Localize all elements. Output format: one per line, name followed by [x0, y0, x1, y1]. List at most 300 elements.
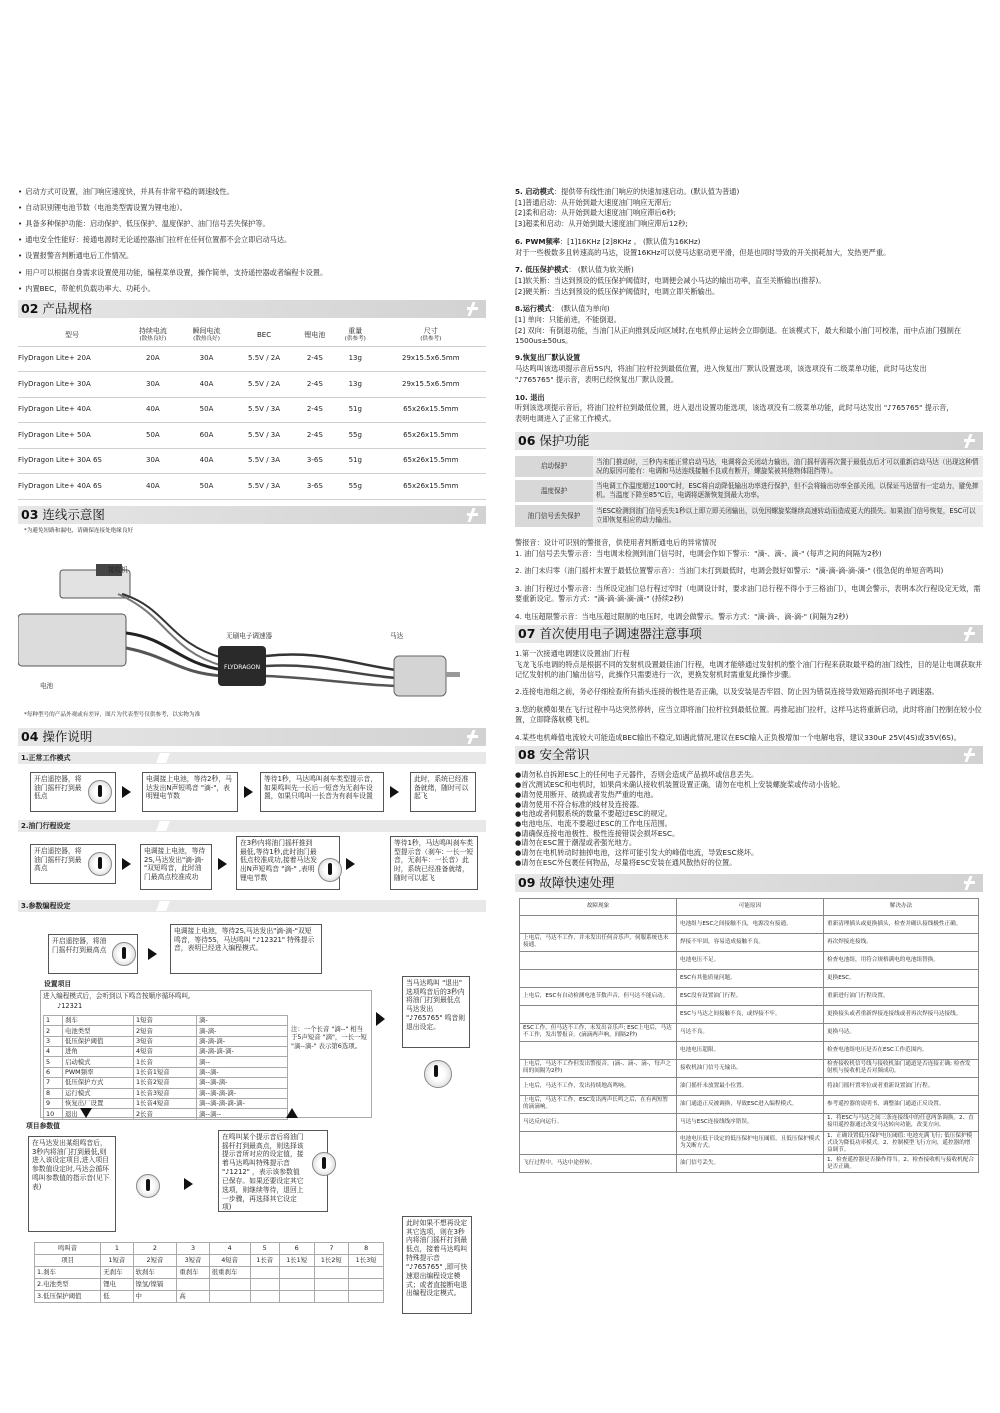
fault-row — [520, 1023, 979, 1041]
setting-10 — [515, 393, 983, 424]
spec-header-main: 持续电流 — [138, 327, 167, 336]
throttle-stick-icon — [312, 1152, 336, 1176]
op1-step3 — [260, 772, 384, 812]
param-cell: 很重刹车 — [209, 1266, 250, 1278]
spec-cell: 2-4S — [295, 397, 335, 423]
spec-cell: 55g — [335, 474, 376, 500]
op1-step3-text: 等待1秒，马达鸣叫刹车类型提示音，如果鸣叫先一长后一短音为无刹车设置，如果只鸣叫一长音为有刹车设置 — [264, 774, 378, 801]
setting-8-title: 8.运行模式 — [515, 304, 552, 314]
fault-row — [520, 1155, 979, 1173]
items-cell: 滴--滴-滴- — [197, 1078, 288, 1088]
fault-row — [520, 915, 979, 933]
fault-table — [519, 898, 979, 1174]
param-step1-text: 在马达发出某组鸣音后，3秒内将油门打到最低,则进入该设定项目,进入项目参数值设定时,马达会循环鸣叫参数值的指示音(见下表) — [32, 1138, 110, 1191]
fault-header-cell: 解决办法 — [824, 898, 979, 915]
items-cell: 7 — [44, 1078, 63, 1088]
throttle-stick-icon — [88, 780, 112, 804]
param-head-row — [35, 1254, 384, 1266]
section-number: 04 — [21, 728, 39, 744]
section-title: 操作说明 — [42, 728, 93, 744]
safety-item: ●请勿使用不符合标准的线材及连接器。 — [515, 799, 644, 809]
spec-header-cell — [295, 324, 335, 347]
items-cell: 4短音 — [134, 1046, 197, 1056]
section-number: 07 — [518, 626, 536, 642]
op1-flow — [18, 768, 486, 818]
intro-bullet: • 启动方式可设置，油门响应速度快，并具有非常平稳的调速线性。 — [18, 187, 486, 197]
protection-desc: 当油门推动时，三秒内未能正常启动马达，电调将会关闭动力输出，油门摇杆需再次置于最低点后才可以重新启动马达（出现这种情况的原因可能有：电调和马达连线接触不良或有断开，螺旋桨被其他物体阻挡等）。 — [593, 456, 983, 479]
spec-cell: FlyDragon Lite+ 30A 6S — [18, 448, 126, 474]
param-row — [35, 1290, 384, 1302]
intro-bullet: • 用户可以根据自身需求设置使用功能，编程菜单设置，操作简单，支持遥控器或者编程卡设置。 — [18, 268, 486, 278]
op1-step2 — [142, 772, 238, 812]
items-title: 设置项目 — [44, 979, 72, 988]
op1-step4-text: 此时，系统已经准备就绪，随时可以起飞 — [414, 774, 469, 801]
op2-flow — [18, 836, 486, 898]
setting-5-desc: ：提供带有线性油门响应的快速加速启动。(默认值为普通) — [553, 187, 740, 196]
fault-cause: 马达不良。 — [677, 1023, 824, 1041]
arrow-right-icon — [346, 858, 355, 870]
items-cell: 滴-- — [197, 1057, 288, 1067]
spec-cell: 29x15.5x6.5mm — [376, 346, 486, 372]
safety-item: ●请勿在电机转动时抽掉电池，这样可能引发大的峰值电流，导致ESC烧坏。 — [515, 848, 759, 858]
items-cell: 8 — [44, 1088, 63, 1098]
items-cell: 启动模式 — [63, 1057, 134, 1067]
setting-5 — [515, 187, 983, 229]
receiver-label: 接收机 — [108, 565, 128, 574]
items-cell: 低压保护方式 — [63, 1078, 134, 1088]
safety-item: ●请勿在ESC置于潮湿或者强光地方。 — [515, 838, 637, 848]
fault-row — [520, 951, 979, 969]
intro-bullet: • 通电安全性能好：接通电源时无论遥控器油门拉杆在任何位置都不会立即启动马达。 — [18, 235, 486, 245]
param-cell — [314, 1266, 349, 1278]
op1-step1-text: 开启遥控器，将油门摇杆打到最低点 — [34, 774, 82, 801]
spec-cell: FlyDragon Lite+ 30A — [18, 372, 126, 398]
items-cell: 恢复出厂设置 — [63, 1098, 134, 1108]
lightning-logo-icon — [961, 627, 975, 641]
param-row — [35, 1278, 384, 1290]
arrow-right-icon — [390, 786, 399, 798]
spec-cell: 13g — [335, 346, 376, 372]
protection-name: 温度保护 — [515, 479, 593, 504]
items-cell: 滴-滴-滴-滴- — [197, 1046, 288, 1056]
setting-8 — [515, 304, 983, 345]
spec-cell: 65x26x15.5mm — [376, 397, 486, 423]
fault-fix: 1、检查遥控器是否操作得当。2、检查接收机与接收机配合是否正确。 — [824, 1155, 979, 1173]
safety-list — [515, 770, 983, 867]
first-use-notes — [515, 649, 983, 742]
setting-5-title: 5. 启动模式 — [515, 187, 554, 196]
spec-cell: 30A — [180, 346, 234, 372]
items-cell: 滴-滴-滴- — [197, 1036, 288, 1046]
arrow-up-icon — [286, 1108, 298, 1118]
spec-cell: 51g — [335, 397, 376, 423]
items-box — [40, 990, 372, 1118]
fault-row — [520, 1095, 979, 1113]
op2-title: 2.油门行程设定 — [18, 820, 486, 832]
spec-cell: 30A — [126, 448, 180, 474]
fault-fix: 检查接收机信号线与接收机油门通道是否连接正确; 检查发射机与接收机是否对频成功。 — [824, 1059, 979, 1077]
fault-header-cell: 故障现象 — [520, 898, 677, 915]
items-cell: 滴- — [197, 1015, 288, 1025]
spec-row — [18, 372, 486, 398]
fault-cause: 油门通道正反被调换，导致ESC进入编程模式。 — [677, 1095, 824, 1113]
items-cell: 2 — [44, 1026, 63, 1036]
spec-header-cell — [335, 324, 376, 347]
items-row — [44, 1067, 288, 1077]
param-head-cell: 3 — [177, 1242, 209, 1254]
spec-cell: 5.5V / 2A — [233, 346, 294, 372]
param-head-cell: 1长音 — [250, 1254, 279, 1266]
param-cell: 低 — [101, 1290, 133, 1302]
param-cell: 镍氢/镍镉 — [133, 1278, 177, 1290]
param-cell: 无刹车 — [101, 1266, 133, 1278]
quick-exit-text: 此时如果不想再设定其它选项，则在3秒内将油门摇杆打到最低点，接着马达鸣叫特殊提示音 "♪765765" ,即可快速退出编程设定模式；或者直接断电退出编程设定模式。 — [406, 1218, 468, 1298]
items-cell: 运行模式 — [63, 1088, 134, 1098]
spec-cell: FlyDragon Lite+ 40A 6S — [18, 474, 126, 500]
items-row — [44, 1026, 288, 1036]
spec-cell: 5.5V / 3A — [233, 423, 294, 449]
op1-title: 1.正常工作模式 — [18, 752, 486, 764]
spec-cell: 50A — [180, 397, 234, 423]
items-cell: 3短音 — [134, 1036, 197, 1046]
param-head-cell: 7 — [314, 1242, 349, 1254]
op2-step2 — [140, 844, 212, 890]
fault-row — [520, 1077, 979, 1095]
fault-symptom — [520, 1005, 677, 1023]
spec-header-sub: (供参考) — [344, 335, 366, 342]
spec-header-main: 瞬间电流 — [192, 327, 221, 336]
param-cell — [209, 1278, 250, 1290]
fault-fix: 更换ESC。 — [824, 969, 979, 987]
param-head-cell: 4短音 — [209, 1254, 250, 1266]
items-cell: 1短音 — [134, 1015, 197, 1025]
safety-item: ●电池电压、电流不要超过ESC的工作电压范围。 — [515, 818, 672, 828]
motor-label: 马达 — [390, 631, 404, 640]
esc-label: 无刷电子调速器 — [226, 631, 273, 640]
param-cell — [314, 1290, 349, 1302]
fault-symptom: 上电后，马达不工作但发出警报音。(滴-、滴-、滴-，每声之间的间隔为2秒) — [520, 1059, 677, 1077]
section-header-06 — [515, 432, 983, 450]
alarm-line: 4. 电压超限警示音：当电压超过限制的电压时，电调会做警示。警示方式："滴-滴-、滴-滴-" (间隔为2秒) — [515, 611, 849, 621]
fault-symptom: 上电后，ESC有自动检测电池节数声音，但马达不能启动。 — [520, 987, 677, 1005]
section-number: 02 — [21, 300, 39, 316]
spec-header-sub: (散热良好) — [139, 335, 167, 342]
items-cell: 4 — [44, 1046, 63, 1056]
setting-8-line: [1] 单向：只能前进，不能倒退。 — [515, 315, 621, 325]
setting-8-desc: ： (默认值为单向) — [551, 304, 610, 314]
wiring-note-top: *为避免短路和漏电，请确保连接处绝缘良好 — [24, 527, 134, 534]
fault-fix: 更换接头或者重新焊接连接线或者再次焊接马达接线。 — [824, 1005, 979, 1023]
param-cell — [314, 1278, 349, 1290]
op2-step3-text: 在3秒内将油门摇杆推到最低,等待1秒,此时油门最低点校准成功,接着马达发出N声短鸣音 "滴-" ,表明锂电节数 — [240, 838, 317, 883]
spec-table — [18, 324, 486, 500]
items-desc: 进入编程模式后，会听到以下鸣音按顺序循环鸣叫, — [43, 991, 191, 1000]
alarm-line: 2. 油门未归零（油门摇杆未置于最低位置警示音）：当油门未打到最低时，电调会鼓好如警示："滴-滴-滴-滴-滴-" (很急促的单短音鸣叫) — [515, 566, 944, 576]
param-head-cell: 1长1短 — [279, 1254, 314, 1266]
spec-cell: FlyDragon Lite+ 40A — [18, 397, 126, 423]
fault-cause: 油门信号丢失。 — [677, 1155, 824, 1173]
fault-cause: 油门摇杆未放置最小位置。 — [677, 1077, 824, 1095]
section-header-07 — [515, 625, 983, 643]
fault-fix: 1、将ESC与马达之间三条连接线中的任意两条调换。2、直接用遥控器通过改变马达转向功能，改变方向。 — [824, 1113, 979, 1131]
wiring-diagram — [18, 527, 486, 722]
setting-7-title: 7. 低压保护模式 — [515, 265, 569, 275]
param-head-cell: 3短音 — [177, 1254, 209, 1266]
fault-symptom — [520, 1131, 677, 1155]
op3-step1-text: 开启遥控器，将油门摇杆打到最高点 — [52, 936, 107, 954]
fault-header-row — [520, 898, 979, 915]
param-cell: 重刹车 — [177, 1266, 209, 1278]
spec-header-main: 尺寸 — [423, 327, 438, 336]
fault-cause: ESC有其他质量问题。 — [677, 969, 824, 987]
param-step1 — [28, 1136, 116, 1232]
section-number: 08 — [518, 747, 536, 763]
param-cell — [349, 1278, 384, 1290]
section-header-04 — [18, 728, 486, 746]
fault-fix: 重新进行油门行程设置。 — [824, 987, 979, 1005]
protection-desc: 当电调工作温度超过100℃时，ESC将自动降低输出功率进行保护，但不会将输出功率全部关闭，以保证马达留有一定动力，避免摔机。当温度下降至85℃后，电调将逐渐恢复到最大功率。 — [593, 479, 983, 504]
fault-cause: ESC没有设置油门行程。 — [677, 987, 824, 1005]
param-head-cell: 6 — [279, 1242, 314, 1254]
arrow-right-icon — [148, 948, 157, 960]
right-column — [515, 187, 983, 1173]
op3-step2-text: 电调接上电池，等待2S,马达发出"滴-滴-"双短鸣音，等待5S，马达鸣叫 "♪12321" 特殊提示音，表明已经进入编程模式。 — [174, 926, 315, 953]
param-step2-text: 在鸣叫某个提示音后将油门摇杆打到最高点，则选择该提示音所对应的设定值，接着马达鸣叫特殊提示音 "♪1212" ，表示该参数值已保存。如果还要设定其它选项，则继续等待，退回上一步骤，再选择其它设定项) — [222, 1132, 304, 1212]
wiring-illustration — [18, 538, 486, 708]
protection-desc: 当ESC检测到油门信号丢失1秒以上即立即关闭输出，以免因螺旋桨继续高速转动而造成更大的损失。如果油门信号恢复，ESC可以立即恢复相应的动力输出。 — [593, 504, 983, 529]
section-number: 03 — [21, 506, 39, 522]
items-cell: PWM频率 — [63, 1067, 134, 1077]
spec-cell: 29x15.5x6.5mm — [376, 372, 486, 398]
alarm-line: 1. 油门信号丢失警示音：当电调未检测到油门信号时，电调会作如下警示："滴-、滴-、滴-" (每声之间的间隔为2秒) — [515, 548, 882, 558]
fault-fix: 将油门摇杆置零位或者重新设置油门行程。 — [824, 1077, 979, 1095]
items-note: 注：一个长音 "滴--" 相当于5声短音 "滴"，一长一短 "滴--滴-" 表示第6选项。 — [291, 1024, 367, 1051]
setting-6 — [515, 237, 983, 257]
spec-cell: 50A — [180, 474, 234, 500]
param-head-cell: 1长3短 — [349, 1254, 384, 1266]
safety-item: ●请确保连接电池极性、极性连接错误会损坏ESC。 — [515, 828, 680, 838]
setting-9-title: 9.恢复出厂默认设置 — [515, 353, 581, 363]
param-head-row — [35, 1242, 384, 1254]
spec-cell: 40A — [180, 448, 234, 474]
items-cell: 刹车 — [63, 1015, 134, 1025]
arrow-right-icon — [122, 786, 131, 798]
fault-symptom — [520, 915, 677, 933]
items-cell: 滴--滴- — [197, 1067, 288, 1077]
fault-cause: 电池电压不足。 — [677, 951, 824, 969]
op2-step1-text: 开启遥控器，将油门摇杆打到最高点 — [34, 846, 82, 873]
setting-9-line: 马达鸣叫该选项提示音后5S内，将油门拉杆拉到最低位置，进入恢复出厂默认设置选项，该选项没有二级菜单功能，此时马达发出 — [515, 364, 927, 374]
items-cell: 2短音 — [134, 1026, 197, 1036]
param-head-cell: 2短音 — [133, 1254, 177, 1266]
param-cell — [209, 1290, 250, 1302]
fault-cause: 马达与ESC连接线线序错误。 — [677, 1113, 824, 1131]
items-cell: 滴--滴-滴-滴-滴- — [197, 1098, 288, 1108]
lightning-logo-icon — [961, 876, 975, 890]
spec-cell: 51g — [335, 448, 376, 474]
spec-cell: 65x26x15.5mm — [376, 448, 486, 474]
throttle-stick-icon — [318, 858, 342, 882]
spec-row — [18, 346, 486, 372]
param-head-cell: 8 — [349, 1242, 384, 1254]
fault-symptom — [520, 951, 677, 969]
section-header-08 — [515, 746, 983, 764]
arrow-right-icon — [122, 858, 131, 870]
section-title: 安全常识 — [539, 747, 590, 763]
items-cell: 进角 — [63, 1046, 134, 1056]
setting-6-desc: ：[1]16KHz [2]8KHz 。 (默认值为16KHz) — [559, 236, 701, 246]
first-use-note: 3.您的航模如果在飞行过程中马达突然停转，应当立即将油门拉杆拉到最低位置。再推起油门拉杆，这样马达将重新启动，此时将油门控制在较小位置，立即降落航模飞机。 — [515, 705, 982, 724]
spec-cell: 2-4S — [295, 346, 335, 372]
param-head-cell: 项目 — [35, 1254, 101, 1266]
arrow-right-icon — [376, 1012, 385, 1026]
section-title: 产品规格 — [42, 300, 93, 316]
items-cell: 退出 — [63, 1109, 134, 1119]
setting-10-line: 表明电调进入了正常工作模式。 — [515, 413, 616, 423]
setting-6-line: 对于一些极数多且转速高的马达，设置16KHz可以使马达驱动更平滑，但是也同时导致的开关损耗加大，发热更严重。 — [515, 247, 891, 257]
fault-symptom: 上电后，马达不工作，发出持续地高鸣响。 — [520, 1077, 677, 1095]
param-row — [35, 1266, 384, 1278]
param-value-table — [34, 1242, 384, 1303]
items-cell: 电池类型 — [63, 1026, 134, 1036]
fault-fix: 1、正确设置低压保护电压阈值; 电池充满飞行; 低压保护模式设为降低功率模式。2、控制模型飞行方向，遥控器的增益调节。 — [824, 1131, 979, 1155]
esc-brand-label: FLYDRAGON — [224, 663, 261, 671]
spec-cell: 5.5V / 3A — [233, 474, 294, 500]
spec-cell: 3-6S — [295, 474, 335, 500]
op3-title: 3.参数编程设定 — [18, 900, 486, 912]
items-row — [44, 1078, 288, 1088]
throttle-stick-icon — [112, 942, 136, 966]
fault-cause: ESC与马达之间接触不良，或焊接不牢。 — [677, 1005, 824, 1023]
safety-item: ●请勿使用断开、破损或者发热严重的电池。 — [515, 789, 658, 799]
items-row — [44, 1036, 288, 1046]
spec-row — [18, 474, 486, 500]
safety-item: ●请勿在ESC外包裹任何物品，尽量将ESC安装在通风散热好的位置。 — [515, 857, 737, 867]
fault-fix: 参考遥控器的说明书，调整油门通道正反设置。 — [824, 1095, 979, 1113]
protection-name: 油门信号丢失保护 — [515, 504, 593, 529]
items-row — [44, 1088, 288, 1098]
protection-row — [515, 479, 983, 504]
param-cell — [250, 1266, 279, 1278]
spec-cell: 2-4S — [295, 423, 335, 449]
param-cell: 1.刹车 — [35, 1266, 101, 1278]
fault-fix: 检查电池组，用符合规格满电的电池组替换。 — [824, 951, 979, 969]
spec-cell: 30A — [126, 372, 180, 398]
arrow-down-icon — [80, 1108, 92, 1118]
quick-exit-box — [402, 1216, 472, 1314]
spec-row — [18, 423, 486, 449]
spec-header-main: BEC — [256, 330, 272, 339]
first-use-note: 4.某些电机峰值电流较大可能造成BEC输出不稳定,如遇此情况,建议在ESC输入正负极增加一个电解电容，建议330uF 25V(4S)或35V(6S)。 — [515, 732, 961, 742]
param-cell: 2.电池类型 — [35, 1278, 101, 1290]
setting-5-line: [1]普通启动：从开始到最大速度油门响应无滞后; — [515, 197, 672, 207]
fault-row — [520, 1041, 979, 1059]
items-cell: 1 — [44, 1015, 63, 1025]
setting-10-line: 听到该选项提示音后，将油门拉杆拉到最低位置，进入退出设置功能选项，该选项没有二级菜单功能，此时马达发出 "♪765765" 提示音， — [515, 403, 954, 413]
throttle-stick-icon — [88, 852, 112, 876]
spec-header-cell — [18, 324, 126, 347]
fault-symptom: 上电后，马达不工作，ESC发出两声长鸣之后，在有两短暂的滴滴响。 — [520, 1095, 677, 1113]
section-header-03 — [18, 506, 486, 524]
items-cell: 滴--滴-- — [197, 1109, 288, 1119]
setting-10-title: 10. 退出 — [515, 392, 545, 402]
items-row — [44, 1057, 288, 1067]
left-column — [18, 187, 486, 1346]
arrow-right-icon — [244, 786, 253, 798]
spec-header-cell — [126, 324, 180, 347]
fault-fix: 再次焊接连接线。 — [824, 933, 979, 951]
fault-cause: 焊接不牢固，容易造成接触不良。 — [677, 933, 824, 951]
alarm-line: 3. 油门行程过小警示音：当所设定油门总行程过窄时（电调设计时，要求油门总行程不得小于三格油门），电调会警示，表明本次行程设定无效，需要重新设定。警示方式："滴-滴-滴-滴-滴-" (持续2秒) — [515, 584, 981, 603]
op3-flow — [18, 916, 486, 1346]
items-cell: 1长音4短音 — [134, 1098, 197, 1108]
setting-9 — [515, 353, 983, 384]
param-head-cell: 4 — [209, 1242, 250, 1254]
lightning-logo-icon — [961, 748, 975, 762]
items-cell: 6 — [44, 1067, 63, 1077]
battery-label: 电池 — [40, 681, 54, 690]
lightning-logo-icon — [464, 508, 478, 522]
spec-cell: FlyDragon Lite+ 50A — [18, 423, 126, 449]
items-cell: 10 — [44, 1109, 63, 1119]
param-cell — [279, 1278, 314, 1290]
setting-9-line: "♪765765" 提示音，表明已经恢复出厂默认设置。 — [515, 374, 679, 384]
lightning-logo-icon — [464, 730, 478, 744]
spec-header-cell — [233, 324, 294, 347]
protection-row — [515, 504, 983, 529]
spec-row — [18, 397, 486, 423]
protection-name: 启动保护 — [515, 456, 593, 479]
spec-cell: 65x26x15.5mm — [376, 423, 486, 449]
spec-cell: 60A — [180, 423, 234, 449]
items-cell: 3 — [44, 1036, 63, 1046]
items-row — [44, 1046, 288, 1056]
intro-bullet: • 具备多种保护功能：启动保护、低压保护、温度保护、油门信号丢失保护等。 — [18, 219, 486, 229]
spec-header-main: 重量 — [348, 327, 363, 336]
fault-symptom: 马达反向运行。 — [520, 1113, 677, 1131]
first-use-note: 飞龙飞乐电调的特点是根据不同的发射机设置最佳油门行程，电调才能够通过发射机的整个油门行程来获取最平稳的油门线性，目的是让电调获取并记忆发射机的油门输出信号，此操作只需要进行一次，更换发射机时需重复此操作步骤。 — [515, 660, 983, 679]
spec-cell: 2-4S — [295, 372, 335, 398]
items-tune: ♪12321 — [57, 1001, 83, 1010]
spec-cell: 5.5V / 3A — [233, 448, 294, 474]
spec-header-cell — [180, 324, 234, 347]
param-cell — [250, 1278, 279, 1290]
op2-step2-text: 电调接上电池，等待2S,马达发出"滴-滴-"双短鸣音，此时油门最高点校准成功 — [144, 846, 206, 882]
items-cell: 1长音 — [134, 1057, 197, 1067]
section-header-02 — [18, 300, 486, 318]
spec-cell: 50A — [126, 423, 180, 449]
param-title: 项目参数值 — [26, 1121, 60, 1130]
spec-cell: 20A — [126, 346, 180, 372]
fault-symptom: 飞行过程中，马达中途停转。 — [520, 1155, 677, 1173]
spec-cell: 55g — [335, 423, 376, 449]
spec-header-sub: (散热良好) — [193, 335, 220, 342]
param-cell — [349, 1266, 384, 1278]
fault-row — [520, 933, 979, 951]
spec-cell: 3-6S — [295, 448, 335, 474]
protection-row — [515, 456, 983, 479]
wiring-note-bottom: *每种型号的产品外观或有差异，图片为代表型号仅供参考，以实物为准 — [24, 711, 201, 718]
items-cell: 滴--滴-滴-滴- — [197, 1088, 288, 1098]
fault-row — [520, 1131, 979, 1155]
fault-symptom: ESC工作，但马达不工作，未发出音乐声; ESC上电后，马达不工作，发出警报音。(滴滴两声响，间隔2秒) — [520, 1023, 677, 1041]
param-head-cell: 1长2短 — [314, 1254, 349, 1266]
spec-header-row — [18, 324, 486, 347]
fault-header-cell: 可能原因 — [677, 898, 824, 915]
op1-step2-text: 电调接上电池，等待2秒，马达发出N声短鸣音 "滴-"，表明锂电节数 — [146, 774, 232, 801]
items-cell: 5 — [44, 1057, 63, 1067]
section-title: 保护功能 — [539, 432, 590, 448]
